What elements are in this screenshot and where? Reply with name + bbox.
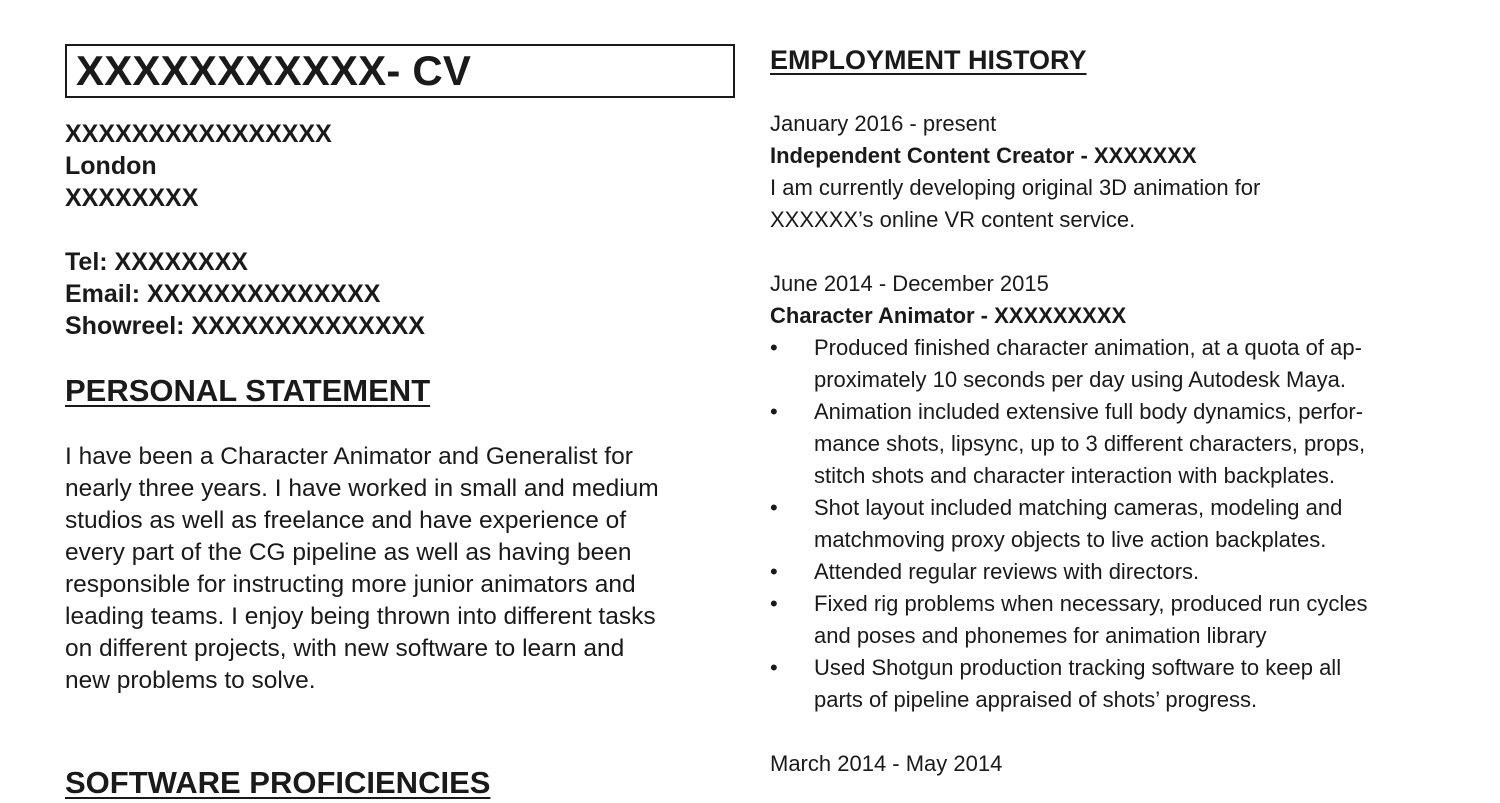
- bullet-icon: •: [770, 335, 778, 360]
- software-heading: SOFTWARE PROFICIENCIES: [65, 765, 491, 800]
- bullet-text: proximately 10 seconds per day using Autodesk Maya.: [814, 367, 1346, 392]
- bullet-text: Fixed rig problems when necessary, produced run cycles: [814, 591, 1368, 616]
- bullet-item: [770, 652, 1440, 716]
- bullet-item: [770, 332, 1440, 396]
- statement-line: responsible for instructing more junior animators and: [65, 571, 636, 598]
- showreel: Showreel: XXXXXXXXXXXXXX: [65, 312, 425, 340]
- statement-line: every part of the CG pipeline as well as having been: [65, 539, 632, 566]
- statement-line: leading teams. I enjoy being thrown into different tasks: [65, 603, 656, 630]
- bullet-text: matchmoving proxy objects to live action backplates.: [814, 527, 1327, 552]
- bullet-item: [770, 492, 1440, 556]
- telephone: Tel: XXXXXXXX: [65, 248, 248, 276]
- job-title: Independent Content Creator - XXXXXXX: [770, 143, 1197, 168]
- bullet-icon: •: [770, 655, 778, 680]
- bullet-text: Shot layout included matching cameras, modeling and: [814, 495, 1343, 520]
- address-city: London: [65, 152, 157, 180]
- statement-line: studios as well as freelance and have experience of: [65, 507, 627, 534]
- bullet-item: [770, 588, 1440, 652]
- job-title: Character Animator - XXXXXXXXX: [770, 303, 1127, 328]
- statement-line: nearly three years. I have worked in small and medium: [65, 475, 659, 502]
- bullet-text: mance shots, lipsync, up to 3 different characters, props,: [814, 431, 1366, 456]
- statement-line: on different projects, with new software to learn and: [65, 635, 625, 662]
- job-entry: [770, 748, 1440, 780]
- job-dates: June 2014 - December 2015: [770, 271, 1049, 296]
- cv-title-box: [65, 44, 735, 98]
- statement-line: I have been a Character Animator and Generalist for: [65, 443, 633, 470]
- job-entry: [770, 108, 1440, 236]
- personal-statement-body: [65, 441, 735, 697]
- cv-title: XXXXXXXXXXX- CV: [76, 47, 472, 94]
- bullet-text: Attended regular reviews with directors.: [814, 559, 1200, 584]
- bullet-item: [770, 556, 1440, 588]
- bullet-text: Animation included extensive full body dynamics, perfor-: [814, 399, 1364, 424]
- bullet-text: Produced finished character animation, at a quota of ap-: [814, 335, 1362, 360]
- email: Email: XXXXXXXXXXXXXX: [65, 280, 381, 308]
- left-column: [65, 44, 735, 803]
- bullet-item: [770, 396, 1440, 492]
- bullet-text: and poses and phonemes for animation library: [814, 623, 1267, 648]
- job-description: I am currently developing original 3D animation for: [770, 175, 1261, 200]
- job-description: XXXXXX’s online VR content service.: [770, 207, 1136, 232]
- job-dates: March 2014 - May 2014: [770, 751, 1003, 776]
- bullet-text: stitch shots and character interaction with backplates.: [814, 463, 1335, 488]
- job-entry: [770, 268, 1440, 716]
- address-line: XXXXXXXXXXXXXXXX: [65, 120, 332, 148]
- bullet-icon: •: [770, 495, 778, 520]
- personal-statement-heading: PERSONAL STATEMENT: [65, 373, 431, 408]
- contact-block: [65, 118, 735, 342]
- bullet-icon: •: [770, 591, 778, 616]
- statement-line: new problems to solve.: [65, 667, 316, 694]
- job-dates: January 2016 - present: [770, 111, 997, 136]
- bullet-text: parts of pipeline appraised of shots’ progress.: [814, 687, 1258, 712]
- spacer: [65, 214, 735, 246]
- bullet-icon: •: [770, 559, 778, 584]
- employment-heading: EMPLOYMENT HISTORY: [770, 45, 1087, 75]
- right-column: [770, 42, 1440, 780]
- bullet-icon: •: [770, 399, 778, 424]
- bullet-text: Used Shotgun production tracking software to keep all: [814, 655, 1342, 680]
- address-postcode: XXXXXXXX: [65, 184, 199, 212]
